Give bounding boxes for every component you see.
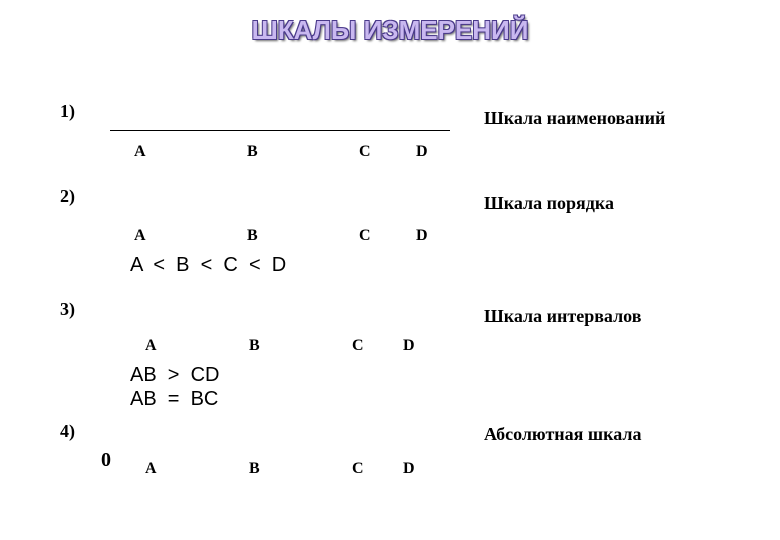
section-1-scale-line [110, 130, 450, 131]
section-4-point-b: B [249, 460, 260, 477]
section-1-point-d: D [416, 143, 428, 160]
section-1-number: 1) [60, 101, 75, 121]
section-4-point-c: C [352, 460, 364, 477]
section-2-number: 2) [60, 186, 75, 206]
section-1-point-a: A [134, 143, 146, 160]
section-2-scale-name: Шкала порядка [484, 193, 614, 213]
section-3-point-b: B [249, 337, 260, 354]
section-2-point-a: A [134, 227, 146, 244]
section-3-point-a: A [145, 337, 157, 354]
section-3-relation-2: AB = BC [130, 388, 219, 410]
section-2-relation: A < B < C < D [130, 254, 287, 276]
section-1-point-c: C [359, 143, 371, 160]
section-2-point-c: C [359, 227, 371, 244]
section-4-origin-zero: 0 [101, 449, 111, 471]
section-4-point-a: A [145, 460, 157, 477]
section-4-scale-name: Абсолютная шкала [484, 424, 642, 444]
section-3-point-d: D [403, 337, 415, 354]
section-4-point-d: D [403, 460, 415, 477]
page-title: ШКАЛЫ ИЗМЕРЕНИЙ [251, 15, 529, 45]
section-4-number: 4) [60, 421, 75, 441]
section-1-point-b: B [247, 143, 258, 160]
section-3-scale-name: Шкала интервалов [484, 306, 642, 326]
section-2-point-b: B [247, 227, 258, 244]
section-3-number: 3) [60, 299, 75, 319]
section-3-relation-1: AB > CD [130, 364, 220, 386]
section-1-scale-name: Шкала наименований [484, 108, 666, 128]
section-3-point-c: C [352, 337, 364, 354]
section-2-point-d: D [416, 227, 428, 244]
